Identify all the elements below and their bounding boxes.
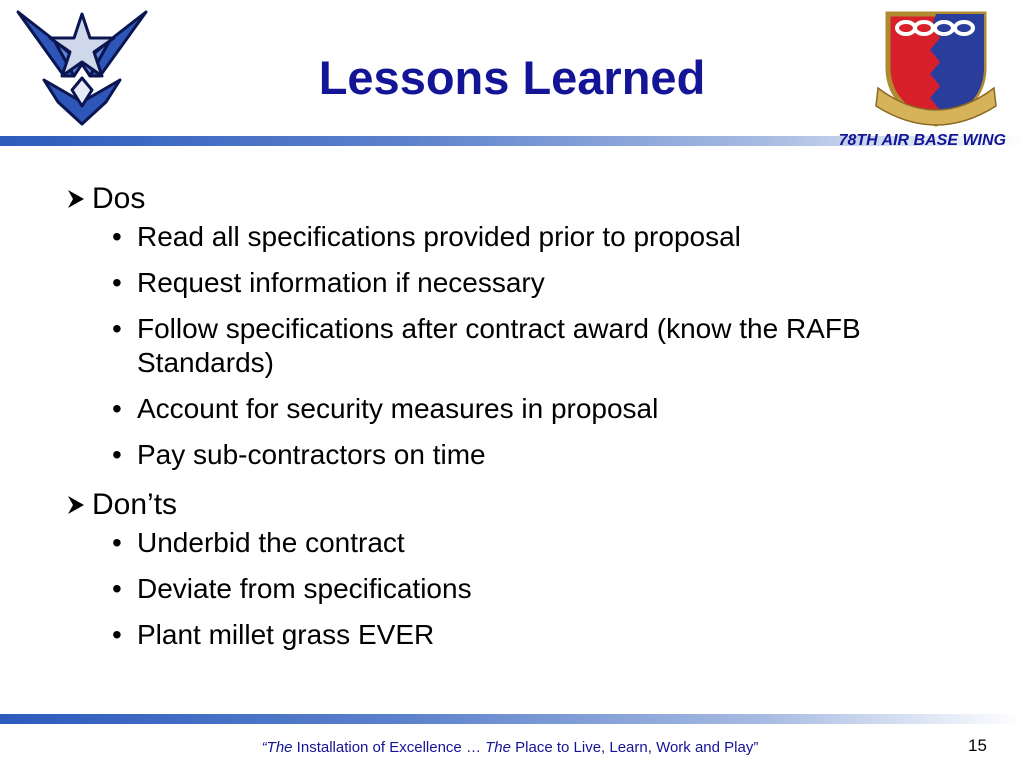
bullet-dot: • <box>112 527 122 558</box>
bullet-dot: • <box>112 221 122 252</box>
bullet-dot: • <box>112 393 122 424</box>
wing-crest-logo <box>874 6 998 130</box>
list-item: • Read all specifications provided prior to proposal <box>112 221 741 252</box>
bullet-dot: • <box>112 573 122 604</box>
list-item: • Account for security measures in proposal <box>112 393 659 424</box>
bullet-dot: • <box>112 313 122 344</box>
list-item: • Request information if necessary <box>112 267 545 298</box>
slide-title: Lessons Learned <box>318 51 706 104</box>
section-dos <box>64 178 964 472</box>
arrow-bullet-icon <box>64 490 90 520</box>
list-item: • Pay sub-contractors on time <box>112 439 486 470</box>
air-force-logo <box>14 6 150 130</box>
bullet-dot: • <box>112 619 122 650</box>
slide-body <box>64 178 964 664</box>
footer-slogan: “The Installation of Excellence … The Place to Live, Learn, Work and Play” <box>261 739 759 756</box>
footer-rule <box>0 714 1024 724</box>
list-item: • Deviate from specifications <box>112 573 472 604</box>
section-heading: Don’ts <box>92 488 178 521</box>
section-donts <box>64 484 964 652</box>
section-heading: Dos <box>92 182 146 215</box>
list-item: • Underbid the contract <box>112 527 405 558</box>
list-item: • Plant millet grass EVER <box>112 619 435 650</box>
list-item: • Follow specifications after contract award (know the RAFB Standards) <box>112 313 861 378</box>
bullet-dot: • <box>112 439 122 470</box>
bullet-list <box>64 220 964 472</box>
bullet-dot: • <box>112 267 122 298</box>
arrow-bullet-icon <box>64 184 90 214</box>
page-number: 15 <box>968 736 987 755</box>
unit-name: 78TH AIR BASE WING <box>838 132 1006 149</box>
bullet-list <box>64 526 964 652</box>
